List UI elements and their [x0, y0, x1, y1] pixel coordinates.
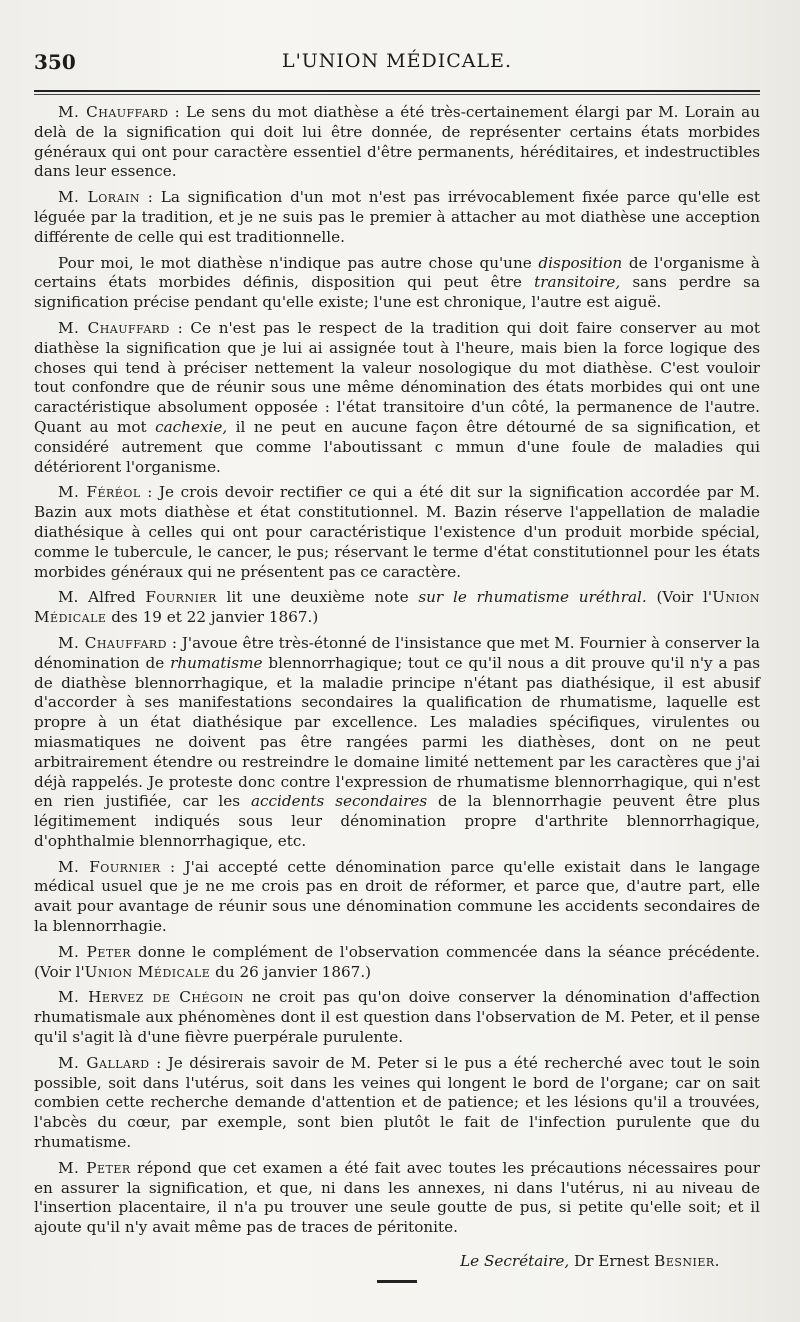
signature-role: Le Secrétaire, — [460, 1252, 570, 1271]
paragraph-4 — [34, 319, 760, 477]
emphasis: rhumatisme — [170, 653, 263, 672]
paragraph-3 — [34, 254, 760, 313]
page-number: 350 — [34, 50, 76, 74]
journal-title: L'UNION MÉDICALE. — [281, 50, 513, 72]
end-rule — [377, 1280, 417, 1283]
journal-reference: Union Médicale — [34, 588, 760, 627]
paragraph-text: lit une deuxième note — [216, 588, 419, 607]
paragraph-text: donne le complément de l'observation commencée dans la séance précédente. (Voir l' — [34, 942, 760, 981]
emphasis: transitoire, — [534, 273, 621, 292]
paragraph-11 — [34, 1054, 760, 1153]
speaker-name: M. Chauffard — [58, 633, 168, 652]
emphasis: sur le rhumatisme uréthral. — [418, 588, 647, 607]
emphasis: disposition — [538, 253, 623, 272]
paragraph-9 — [34, 943, 760, 983]
paragraph-text: : J'avoue être très-étonné de l'insistance que met M. Fournier à conserver la dénomination de — [34, 633, 760, 672]
speaker-name: M. Peter — [58, 942, 132, 961]
paragraph-text: : Ce n'est pas le respect de la tradition qui doit faire conserver au mot diathèse la signification que je lui ai assignée tout à l'heure, mais bien la force logique des choses qui tend à préciser nettement la valeur nosologique du mot diathèse. C'est vouloir tout confondre que de réunir sous une même dénomination des états morbides qui ont une caractéristique absolument opposée : l'état transitoire d'un côté, la permanence de l'autre. Quant au mot — [34, 318, 760, 436]
speaker-name: M. Gallard — [58, 1053, 150, 1072]
speaker-name: M. Hervez de Chégoin — [58, 988, 244, 1007]
speaker-name: M. Chauffard — [58, 318, 170, 337]
paragraph-text: (Voir l' — [646, 588, 713, 607]
paragraph-10 — [34, 988, 760, 1047]
speaker-name: M. Féréol — [58, 483, 141, 502]
speaker-name: M. Chauffard — [58, 103, 169, 121]
paragraph-text: il ne peut en aucune façon être détourné de sa signification, et considéré autrement que comme l'aboutissant c mmun d'une foule de maladies qui détériorent l'organisme. — [34, 417, 761, 476]
article-body — [34, 103, 760, 1238]
paragraph-text: de l'organisme à certains états morbides définis, disposition qui peut être — [34, 253, 760, 292]
paragraph-7 — [34, 634, 760, 852]
paragraph-text: des 19 et 22 janvier 1867.) — [106, 608, 319, 627]
signature — [34, 1252, 720, 1270]
header-rule — [34, 90, 760, 92]
paragraph-text: : J'ai accepté cette dénomination parce qu'elle existait dans le langage médical usuel que je ne me crois pas en droit de réformer, et parce que, d'autre part, elle avait pour avantage de réunir sous une dénomination commune les accidents secondaires de la blennorrhagie. — [34, 857, 760, 936]
paragraph-text: répond que cet examen a été fait avec toutes les précautions nécessaires pour en assurer la signification, et que, ni dans les annexes, ni dans l'utérus, ni au niveau de l'insertion placentaire, il n'a pu trouver une seule goutte de pus, si petite qu'elle soit; et il ajoute qu'il n'y avait même pas de traces de péritonite. — [34, 1158, 760, 1237]
paragraph-text: Pour moi, le mot diathèse n'indique pas autre chose qu'une — [58, 253, 539, 272]
paragraph-text: ne croit pas qu'on doive conserver la dénomination d'affection rhumatismale aux phénomènes dont il est question dans l'observation de M. Peter, et il pense qu'il s'agit là d'une fièvre puerpérale purulente. — [34, 988, 760, 1047]
paragraph-6 — [34, 588, 760, 628]
paragraph-12 — [34, 1159, 760, 1238]
paragraph-text: : Je désirerais savoir de M. Peter si le pus a été recherché avec tout le soin possible, soit dans l'utérus, soit dans les veines qui longent le bord de l'organe; car on sait combien cette recherche demande d'attention et de patience; et les lésions qu'il a trouvées, l'abcès du cœur, par exemple, sont bien plutôt le fait de l'infection purulente que du rhumatisme. — [34, 1053, 760, 1152]
speaker-name: M. Peter — [58, 1158, 131, 1177]
paragraph-text: de la blennorrhagie peuvent être plus légitimement indiqués sous leur dénomination propre d'arthrite blennorrhagique, d'ophthalmie blennorrhagique, etc. — [34, 792, 760, 850]
paragraph-text: sans perdre sa signification précise pendant qu'elle existe; l'une est chronique, l'autre est aiguë. — [34, 273, 760, 312]
emphasis: accidents secondaires — [250, 792, 428, 811]
person-name: Fournier — [145, 588, 217, 607]
paragraph-text: blennorrhagique; tout ce qu'il nous a dit prouve qu'il n'y a pas de diathèse blennorrhagique, et la maladie principe n'étant pas diathésique, il est abusif d'accorder à ses manifestations secondaires la qualification de rhumatisme, laquelle est propre à un état diathésique par excellence. Les maladies spécifiques, virulentes ou miasmatiques ne doivent pas être rangées parmi les diathèses, dont on ne peut arbitrairement étendre ou restreindre le domaine limité nettement par les caractères que j'ai déjà rappelés. Je proteste donc contre l'expression de rhumatisme blennorrhagique, qui n'est en rien justifiée, car les — [34, 653, 760, 811]
header-rule-thin — [34, 94, 760, 95]
paragraph-5 — [34, 483, 760, 582]
paragraph-text: M. Alfred — [58, 588, 146, 607]
emphasis: cachexie, — [155, 417, 228, 436]
paragraph-text: du 26 janvier 1867.) — [210, 962, 372, 981]
signature-surname: Besnier. — [654, 1252, 720, 1271]
paragraph-8 — [34, 858, 760, 937]
speaker-name: M. Lorain — [58, 188, 140, 207]
journal-reference: Union Médicale — [84, 962, 211, 981]
paragraph-1 — [34, 103, 760, 182]
paragraph-text: : Je crois devoir rectifier ce qui a été dit sur la signification accordée par M. Bazin aux mots diathèse et état constitutionnel. M. Bazin réserve l'appellation de maladie diathésique à celles qui ont pour caractéristique l'existence d'un produit morbide spécial, comme le tubercule, le cancer, le pus; réservant le terme d'état constitutionnel pour les états morbides généraux qui ne présentent pas ce caractère. — [34, 483, 760, 581]
speaker-name: M. Fournier — [58, 857, 161, 876]
paragraph-text: : La signification d'un mot n'est pas irrévocablement fixée parce qu'elle est léguée par la tradition, et je ne suis pas le premier à attacher au mot diathèse une acception différente de celle qui est traditionnelle. — [34, 188, 760, 246]
paragraph-2 — [34, 188, 760, 247]
signature-name: Dr Ernest — [574, 1252, 655, 1271]
running-header — [34, 50, 760, 86]
paragraph-text: : Le sens du mot diathèse a été très-certainement élargi par M. Lorain au delà de la signification qui doit lui être donnée, de représenter certains états morbides généraux qui ont pour caractère essentiel d'être permanents, héréditaires, et indestructibles dans leur essence. — [34, 103, 760, 181]
